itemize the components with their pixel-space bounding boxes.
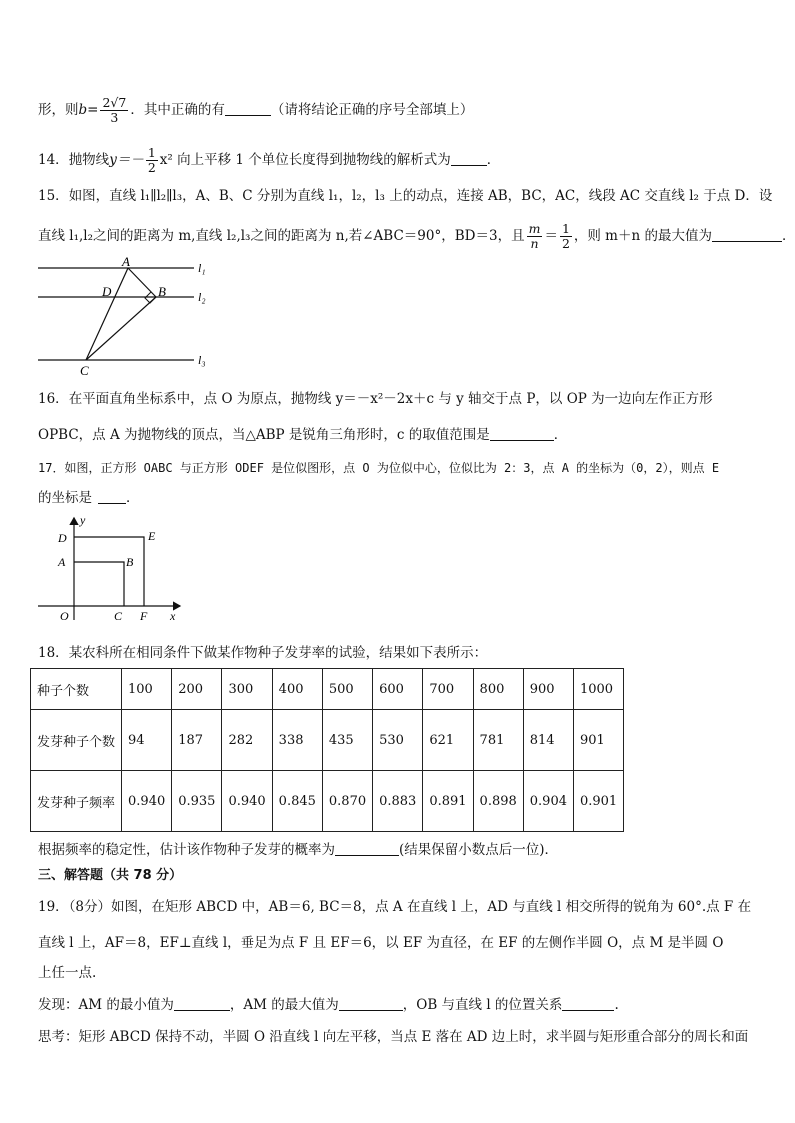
q16-line1 [38, 389, 713, 409]
q18-answer-blank[interactable] [335, 841, 399, 856]
table-cell: 1000 [573, 669, 623, 710]
q19-find-end: . [614, 997, 619, 1013]
q16-text-line1: 在平面直角坐标系中，点 O 为原点，抛物线 y＝－x²－2x＋c 与 y 轴交于点 P，以 OP 为一边向左作正方形 [68, 391, 713, 407]
label-O: O [60, 609, 69, 623]
q13-prefix: 形，则 [38, 102, 79, 118]
label-E: E [148, 529, 156, 543]
row-header-frequency: 发芽种子频率 [31, 771, 122, 832]
table-cell: 900 [523, 669, 573, 710]
q16-answer-blank[interactable] [490, 426, 554, 441]
q17-line1 [38, 458, 719, 478]
q15-frac2-num: 1 [561, 221, 570, 236]
q19-blank-relation[interactable] [562, 996, 614, 1011]
q18-after-post: (结果保留小数点后一位)． [399, 842, 559, 858]
table-cell: 500 [322, 669, 372, 710]
section3-title: 三、解答题（共 78 分） [38, 868, 183, 883]
q19-line1 [38, 897, 751, 917]
table-cell: 700 [423, 669, 473, 710]
label-B: B [158, 284, 166, 299]
q19-blank-min[interactable] [174, 996, 230, 1011]
q14-number: 14． [38, 152, 69, 168]
table-cell: 530 [373, 710, 423, 771]
segment-ab [128, 268, 156, 297]
label-B: B [126, 555, 134, 569]
germination-table [30, 668, 624, 832]
q15-text-line2-pre: 直线 l₁,l₂之间的距离为 m,直线 l₂,l₃之间的距离为 n,若∠ABC＝90°，BD＝3，且 [38, 228, 525, 244]
table-cell: 100 [122, 669, 172, 710]
q15-frac2-den: 2 [561, 236, 570, 251]
q19-blank-max[interactable] [339, 996, 403, 1011]
q15-answer-blank[interactable] [712, 227, 782, 242]
q16-end: ． [553, 427, 568, 443]
label-x: x [170, 609, 176, 623]
q19-line2 [38, 933, 723, 953]
table-cell: 435 [322, 710, 372, 771]
table-cell: 0.901 [573, 771, 623, 832]
q18-text: 某农科所在相同条件下做某作物种子发芽率的试验，结果如下表所示： [68, 645, 488, 661]
table-cell: 600 [373, 669, 423, 710]
q13-frac-den: 3 [110, 110, 119, 125]
table-cell: 0.870 [322, 771, 372, 832]
row-header-germinated: 发芽种子个数 [31, 710, 122, 771]
q19-text-line2: 直线 l 上，AF＝8，EF⊥直线 l，垂足为点 F 且 EF＝6，以 EF 为直径，在 EF 的左侧作半圆 O，点 M 是半圆 O [38, 935, 724, 951]
q19-find-label: 发现： [38, 997, 79, 1013]
table-cell: 0.883 [373, 771, 423, 832]
q19-text-line3: 上任一点. [38, 965, 97, 981]
q14-end: ． [486, 152, 501, 168]
q15-end: ． [781, 228, 795, 244]
q14-frac-den: 2 [147, 160, 156, 175]
q13-tail-line [38, 96, 473, 125]
q16-text-line2: OPBC，点 A 为抛物线的顶点，当△ABP 是锐角三角形时，c 的取值范围是 [38, 427, 490, 443]
q17-text-line2: 的坐标是 [38, 490, 92, 506]
table-cell: 200 [172, 669, 222, 710]
q13-after: ．其中正确的有 [130, 102, 225, 118]
table-cell: 781 [473, 710, 523, 771]
q13-fraction [100, 96, 128, 125]
label-C: C [114, 609, 123, 623]
q15-figure [34, 254, 224, 380]
label-D: D [102, 284, 112, 299]
q15-eq: ＝ [544, 228, 558, 244]
q14-line [38, 146, 500, 175]
q16-line2 [38, 425, 567, 445]
q16-number: 16． [38, 391, 69, 407]
table-cell: 0.935 [172, 771, 222, 832]
q15-line1 [38, 186, 772, 206]
q15-fraction-half [560, 222, 572, 251]
label-D: D [58, 531, 67, 545]
q15-fraction-mn [527, 222, 543, 251]
q19-find-line [38, 995, 619, 1015]
q18-after-line [38, 840, 558, 860]
q15-line2 [38, 222, 795, 251]
segment-ac [86, 268, 128, 360]
q19-think-text: 矩形 ABCD 保持不动，半圆 O 沿直线 l 向左平移，当点 E 落在 AD 边上时，求半圆与矩形重合部分的周长和面 [78, 1029, 749, 1045]
q19-number: 19． [38, 899, 69, 915]
q13-frac-num: 2√7 [102, 95, 127, 110]
table-cell: 94 [122, 710, 172, 771]
q19-find-b: ，AM 的最大值为 [229, 997, 339, 1013]
q13-answer-blank[interactable] [225, 101, 271, 116]
q17-figure [34, 512, 190, 624]
q14-expr-pre: y＝－ [109, 152, 144, 168]
q14-fraction [146, 146, 158, 175]
q19-find-a: AM 的最小值为 [78, 997, 174, 1013]
q15-frac-den: n [530, 236, 539, 251]
q18-line [38, 643, 487, 663]
table-cell: 0.891 [423, 771, 473, 832]
q17-number: 17． [38, 461, 65, 475]
label-A: A [122, 254, 130, 269]
table-cell: 187 [172, 710, 222, 771]
table-cell: 338 [272, 710, 322, 771]
q15-text-line2-post: ，则 m＋n 的最大值为 [573, 228, 712, 244]
q15-number: 15． [38, 188, 69, 204]
q17-end: ． [126, 490, 140, 506]
q19-text-line1: （8分）如图，在矩形 ABCD 中，AB＝6, BC＝8，点 A 在直线 l 上，AD 与直线 l 相交所得的锐角为 60°.点 F 在 [68, 899, 752, 915]
table-row [31, 710, 624, 771]
segment-bc [86, 297, 156, 360]
q15-frac-num: m [528, 221, 541, 236]
q19-think-line [38, 1027, 748, 1047]
table-cell: 901 [573, 710, 623, 771]
q15-text-line1: 如图，直线 l₁∥l₂∥l₃，A、B、C 分别为直线 l₁，l₂，l₃ 上的动点，连接 AB，BC，AC，线段 AC 交直线 l₂ 于点 D．设 [68, 188, 773, 204]
label-F: F [140, 609, 148, 623]
q17-answer-blank[interactable] [98, 489, 126, 504]
square-odef [74, 537, 144, 606]
q17-text-line1: 如图，正方形 OABC 与正方形 ODEF 是位似图形，点 O 为位似中心，位似比为 2：3，点 A 的坐标为（0，2），则点 E [64, 461, 720, 475]
table-cell: 0.898 [473, 771, 523, 832]
label-l2: l₂ [198, 290, 206, 304]
table-cell: 0.940 [222, 771, 272, 832]
row-header-seeds: 种子个数 [31, 669, 122, 710]
table-cell: 0.904 [523, 771, 573, 832]
q18-after-pre: 根据频率的稳定性，估计该作物种子发芽的概率为 [38, 842, 335, 858]
table-row [31, 669, 624, 710]
q19-line3 [38, 963, 96, 983]
table-cell: 282 [222, 710, 272, 771]
table-cell: 400 [272, 669, 322, 710]
q19-think-label: 思考： [38, 1029, 79, 1045]
q13-hint: （请将结论正确的序号全部填上） [270, 102, 474, 118]
table-cell: 814 [523, 710, 573, 771]
q14-answer-blank[interactable] [451, 151, 487, 166]
table-row [31, 771, 624, 832]
label-l1: l₁ [198, 261, 206, 275]
q17-line2 [38, 488, 140, 508]
q19-find-c: ，OB 与直线 l 的位置关系 [402, 997, 563, 1013]
q18-number: 18． [38, 645, 69, 661]
label-l3: l₃ [198, 353, 206, 367]
table-cell: 621 [423, 710, 473, 771]
q13-eq: = [87, 102, 99, 118]
label-y: y [80, 513, 86, 527]
q14-frac-num: 1 [147, 145, 156, 160]
label-A: A [58, 555, 66, 569]
square-oabc [74, 562, 124, 606]
label-C: C [80, 363, 89, 378]
q14-pre: 抛物线 [68, 152, 110, 168]
q14-expr-post: x² 向上平移 1 个单位长度得到抛物线的解析式为 [159, 152, 451, 168]
table-cell: 0.940 [122, 771, 172, 832]
q13-var: b [78, 102, 88, 118]
table-cell: 300 [222, 669, 272, 710]
table-cell: 800 [473, 669, 523, 710]
table-cell: 0.845 [272, 771, 322, 832]
